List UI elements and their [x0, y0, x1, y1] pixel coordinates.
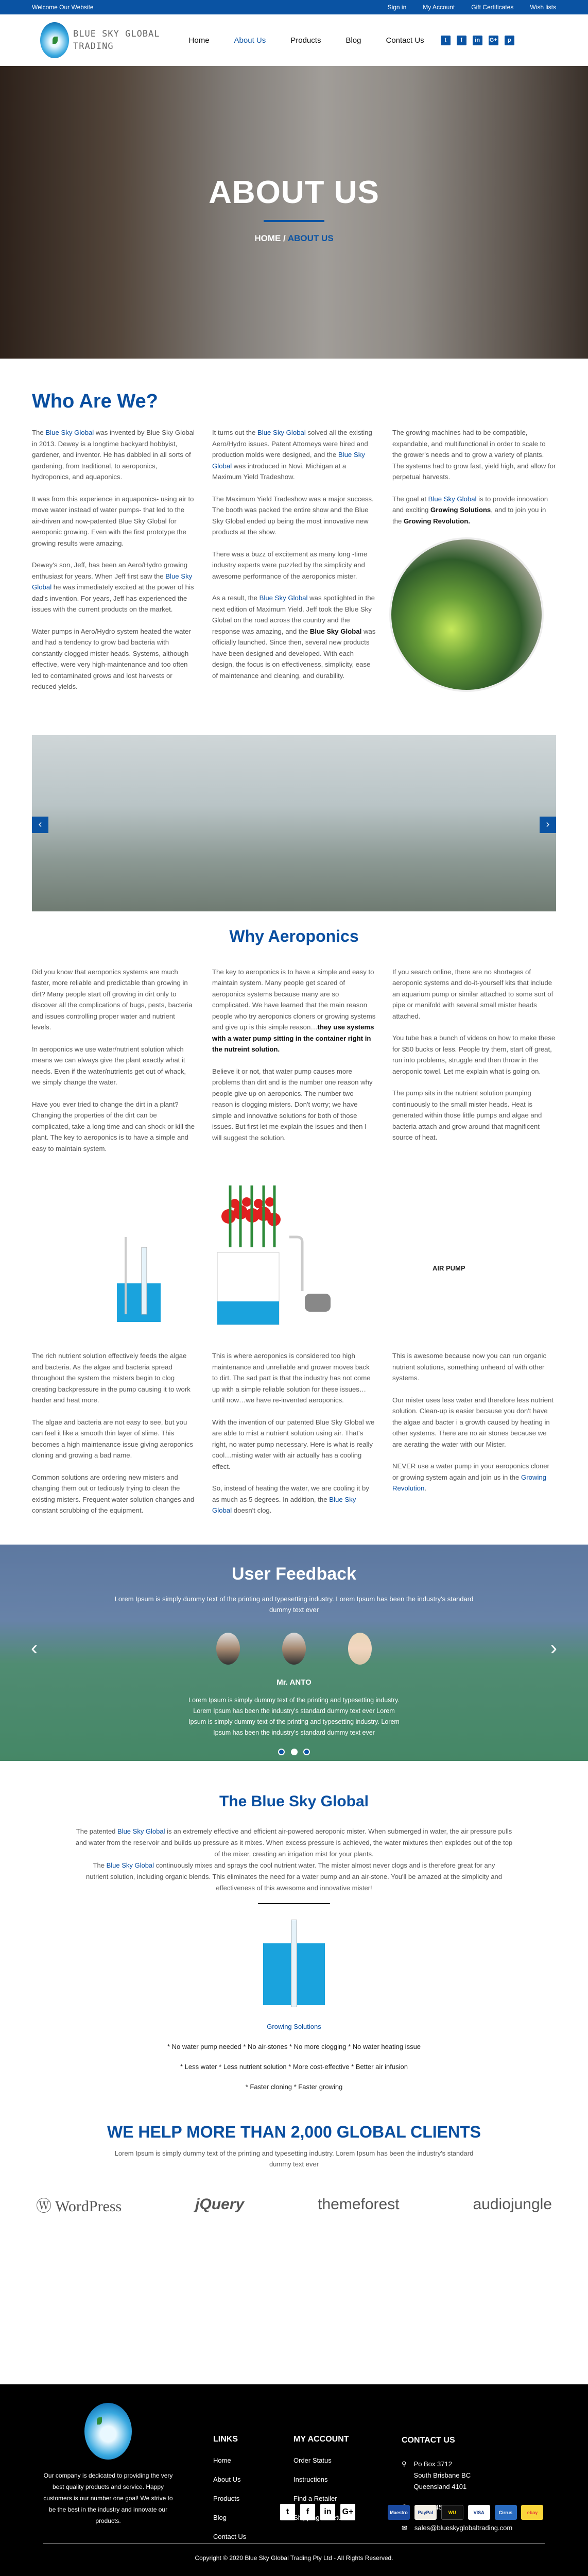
- why-para: Did you know that aeroponics systems are much faster, more reliable and predictable than growing in dirt? Many people start off growing in dirt only to discover all the complications of bugs, pests, bacteria and issues controlling proper water and nutrient levels.: [32, 968, 193, 1031]
- clients-subtitle: Lorem Ipsum is simply dummy text of the printing and typesetting industry. Lorem Ipsum has been the industry's standard dummy text ever: [114, 2149, 474, 2168]
- visa-icon: VISA: [468, 2505, 490, 2520]
- blue-sky-link[interactable]: Blue Sky Global: [259, 594, 308, 602]
- why-col-1: [32, 967, 196, 1165]
- bsg-para: The Blue Sky Global continuously mixes and sprays the cool nutrient water. The mister almost never clogs and is therefore great for any nutrient solution, including organic blends. This eliminates the need for a water pump and an air-stone. You'll be amazed at the simplicity and effectiveness of this awesome and innovative mister!: [86, 1861, 502, 1892]
- footer-divider: [43, 2543, 545, 2544]
- blue-sky-link[interactable]: Blue Sky Global: [45, 429, 94, 436]
- carousel-dot-active[interactable]: [291, 1749, 298, 1755]
- bsg-title: The Blue Sky Global: [219, 1792, 369, 1810]
- why-para: If you search online, there are no shortages of aeroponic systems and do-it-yourself kits that include an aquarium pump or similar attached to some sort of pipe or manifold with several small mister heads attached.: [392, 968, 554, 1020]
- twitter-icon[interactable]: t: [441, 36, 451, 45]
- who-are-we-section: [0, 359, 588, 703]
- nav-contact-us[interactable]: Contact Us: [386, 36, 424, 45]
- footer-link-blog[interactable]: Blog: [213, 2514, 227, 2521]
- wish-lists-link[interactable]: Wish lists: [530, 4, 556, 11]
- top-bar: [0, 0, 588, 14]
- review-quote: Lorem Ipsum is simply dummy text of the printing and typesetting industry. Lorem Ipsum has been the industry's standard dummy text ever Lorem Ipsum is simply dummy text of the printing and typesetting industry. Lorem Ipsum has been the industry's standard dummy text ever: [188, 1696, 400, 1736]
- footer-logo-icon: [84, 2403, 132, 2460]
- linkedin-icon[interactable]: in: [320, 2504, 335, 2520]
- ebay-icon: ebay: [521, 2505, 543, 2520]
- blue-sky-link[interactable]: Blue Sky Global: [106, 1861, 154, 1869]
- main-nav: [189, 36, 424, 45]
- bullet-line: * No water pump needed * No air-stones * No more clogging * No water heating issue: [167, 2042, 421, 2050]
- why-col-3: [392, 967, 556, 1165]
- clients-title: WE HELP MORE THAN 2,000 GLOBAL CLIENTS: [107, 2122, 481, 2141]
- header-social: [441, 36, 514, 45]
- why-para: With the invention of our patented Blue Sky Global we are able to mist a nutrient solution using air. That's right, no water pump necessary. Here is what is really cool…misting water with air actually has a cooling effect.: [212, 1418, 375, 1470]
- footer-link-about[interactable]: About Us: [213, 2476, 241, 2483]
- feedback-next-button[interactable]: ›: [550, 1637, 557, 1659]
- blue-sky-link[interactable]: Blue Sky Global: [212, 1495, 356, 1514]
- why-para: Believe it or not, that water pump causes more problems than dirt and is the number one reason why people give up on aeroponics. The number two reason is clogging misters. Don't worry; we have simple and innovative solutions for both of those issues. But first let me explain the issues and then I will suggest the solution.: [212, 1067, 373, 1142]
- hero-title: ABOUT US: [209, 175, 379, 210]
- logo-line-1: BLUE SKY GLOBAL: [73, 29, 160, 39]
- who-col-3: [392, 427, 556, 703]
- why-para: Our mister uses less water and therefore less nutrient solution. Clean-up is easier because you don't have the algae and bacter i a growth caused by heating in other systems. There are no air stones because we are aerating the water with our Mister.: [392, 1396, 554, 1448]
- account-heading: MY ACCOUNT: [293, 2435, 349, 2444]
- themeforest-logo: themeforest: [318, 2195, 400, 2213]
- bsg-para: The patented Blue Sky Global is an extremely effective and efficient air-powered aeroponic mister. When submerged in water, the air pressure pulls and water from the reservoir and builds up pressure as it mixes. When excess pressure is achieved, the water mixtures then explodes out of the top of the mixer, creating an irrigation mist for your plants.: [75, 1827, 513, 1858]
- email-icon: ✉: [402, 2524, 407, 2532]
- why-para: So, instead of heating the water, we are cooling it by as much as 5 degrees. In addition, the Blue Sky Global doesn't clog.: [212, 1484, 369, 1514]
- why-lower-col-3: [392, 1350, 556, 1527]
- footer-about: Our company is dedicated to providing the very best quality products and service. Happy customers is our number one goal! We strive to be the best in the industry and innovate our products.: [43, 2472, 173, 2524]
- aeroponics-diagram: [32, 1175, 556, 1340]
- feedback-prev-button[interactable]: ‹: [31, 1637, 38, 1659]
- carousel-dot[interactable]: [303, 1749, 310, 1755]
- why-para: The algae and bacteria are not easy to see, but you can feel it like a smooth thin layer of slime. This becomes a high maintenance issue giving aeroponics cloning and growing a bad name.: [32, 1418, 194, 1459]
- nav-products[interactable]: Products: [290, 36, 321, 45]
- why-para: You tube has a bunch of videos on how to make these for $50 bucks or less. People try them, start off great, run into problems, struggle and then throw in the aeroponic towel. Let me explain what is going on.: [392, 1034, 556, 1075]
- find-retailer-link[interactable]: Find a Retailer: [293, 2495, 337, 2502]
- payment-methods: [385, 2505, 543, 2520]
- why-para: NEVER use a water pump in your aeroponics cloner or growing system again and join us in the Growing Revolution.: [392, 1462, 549, 1492]
- bullet-line: * Less water * Less nutrient solution * More cost-effective * Better air infusion: [180, 2062, 408, 2071]
- breadcrumb-current: ABOUT US: [287, 233, 334, 243]
- instructions-link[interactable]: Instructions: [293, 2476, 328, 2483]
- avatar-active[interactable]: [282, 1633, 306, 1665]
- growing-revolution-link[interactable]: Growing Revolution: [392, 1473, 547, 1492]
- avatar[interactable]: [216, 1633, 240, 1665]
- linkedin-icon[interactable]: in: [473, 36, 482, 45]
- footer-link-home[interactable]: Home: [213, 2456, 231, 2464]
- western-union-icon: WU: [441, 2505, 463, 2520]
- blue-sky-link[interactable]: Blue Sky Global: [212, 451, 365, 470]
- address: Po Box 3712 South Brisbane BC Queensland 4101: [413, 2460, 471, 2490]
- why-para: In aeroponics we use water/nutrient solution which means we can always give the plant exactly what it needs. Even if the water/nutrients get out of whack, we simply change the water.: [32, 1045, 186, 1086]
- why-aeroponics-section: [0, 911, 588, 1527]
- twitter-icon[interactable]: t: [280, 2504, 295, 2520]
- paypal-icon: PayPal: [414, 2505, 437, 2520]
- who-para: As a result, the Blue Sky Global was spotlighted in the next edition of Maximum Yield. Jeff took the Blue Sky Global on the road across the country and the response was amazing, and the Blue Sky Global was officially launched. Since then, several new products have been designed and developed. With each design, the focus is on effectiveness, simplicity, ease of maintenance and cleaning, and durability.: [212, 594, 376, 680]
- location-pin-icon: ⚲: [402, 2460, 407, 2468]
- blue-sky-link[interactable]: Blue Sky Global: [257, 429, 306, 436]
- google-plus-icon[interactable]: G+: [489, 36, 498, 45]
- why-para: The rich nutrient solution effectively feeds the algae and bacteria. As the algae and bacteria spread throughout the system the misters begin to clog creating backpressure in the pump causing it to work harder and heat more.: [32, 1352, 191, 1404]
- order-status-link[interactable]: Order Status: [293, 2456, 332, 2464]
- welcome-text: Welcome Our Website: [32, 4, 94, 11]
- clients-section: [0, 2091, 588, 2216]
- breadcrumb-separator: /: [281, 233, 288, 243]
- footer-link-contact[interactable]: Contact Us: [213, 2533, 247, 2540]
- why-para: This is where aeroponics is considered too high maintenance and unreliable and grower moves back to dirt. The sad part is that the industry has not come up with a simple reliable solution for these issues…until now…we have re-invented aeroponics.: [212, 1352, 371, 1404]
- hero-divider: [264, 220, 324, 222]
- why-para: The pump sits in the nutrient solution pumping continuously to the small mister heads. Heat is generated within those little pumps and algae and bacteria attach and grow around that magnificent source of heat.: [392, 1089, 542, 1141]
- who-para: There was a buzz of excitement as many long -time industry experts were puzzled by the simplicity and awesome performance of the aeroponics mister.: [212, 550, 368, 580]
- who-para: The Blue Sky Global was invented by Blue Sky Global in 2013. Dewey is a longtime backyard hobbyist, gardener, and inventor. He has dabbled in all sorts of gardening, from traditional, to aeroponics, hydroponics, and aquaponics.: [32, 429, 195, 481]
- jquery-logo: jQuery: [195, 2195, 245, 2213]
- sign-in-link[interactable]: Sign in: [387, 4, 407, 11]
- feedback-subtitle: Lorem Ipsum is simply dummy text of the printing and typesetting industry. Lorem Ipsum has been the industry's standard dummy text ever: [114, 1595, 474, 1614]
- maestro-icon: Maestro: [388, 2505, 410, 2520]
- phone-number[interactable]: 945: [431, 2503, 443, 2511]
- google-plus-icon[interactable]: G+: [340, 2504, 355, 2520]
- facebook-icon[interactable]: f: [457, 36, 466, 45]
- gift-certificates-link[interactable]: Gift Certificates: [471, 4, 514, 11]
- who-para: The growing machines had to be compatible, expandable, and multifunctional in order to scale to the grower's needs and to grow a variety of plants. The systems had to grow fast, yield high, and allow for perpetual harvests.: [392, 429, 556, 481]
- blue-sky-link[interactable]: Blue Sky Global: [32, 572, 193, 591]
- client-logos: [0, 2193, 588, 2216]
- contact-heading: CONTACT US: [402, 2436, 455, 2445]
- hero-banner: [0, 66, 588, 359]
- why-lower-col-2: [212, 1350, 376, 1527]
- email-address[interactable]: sales@blueskyglobaltrading.com: [414, 2524, 513, 2532]
- shipping-returns-link[interactable]: Returns: [327, 2514, 352, 2521]
- cirrus-icon: Cirrus: [495, 2505, 517, 2520]
- blue-sky-link[interactable]: Blue Sky Global: [428, 495, 477, 503]
- site-logo[interactable]: [40, 22, 160, 58]
- why-para: Have you ever tried to change the dirt in a plant? Changing the properties of the dirt can be complicated, take a long time and can shock or kill the plant. The key to aeroponics is to have a simple and easy to maintain system.: [32, 1100, 195, 1153]
- why-para: This is awesome because now you can run organic nutrient solutions, something unheard of with other systems.: [392, 1352, 547, 1382]
- blue-sky-global-section: [0, 1761, 588, 2091]
- wordpress-logo: Ⓦ WordPress: [36, 2197, 122, 2215]
- logo-line-2: TRADING: [73, 41, 114, 52]
- who-col-2: [212, 427, 376, 703]
- why-para: Common solutions are ordering new misters and changing them out or tediously trying to clean the existing misters. Frequent water solution changes and constant scrubbing of the equipment.: [32, 1473, 195, 1514]
- breadcrumb-home[interactable]: HOME: [254, 233, 281, 243]
- footer-social: [280, 2504, 360, 2520]
- nav-home[interactable]: Home: [188, 36, 210, 45]
- nav-blog[interactable]: Blog: [345, 36, 361, 45]
- bullet-line: * Faster cloning * Faster growing: [245, 2082, 343, 2091]
- avatar[interactable]: [348, 1633, 372, 1665]
- nav-about-us[interactable]: About Us: [234, 36, 266, 45]
- slider-next-button[interactable]: ›: [540, 817, 556, 833]
- why-title: Why Aeroponics: [229, 926, 359, 945]
- slider-prev-button[interactable]: ‹: [32, 817, 48, 833]
- breadcrumb: [0, 233, 588, 244]
- who-para: It turns out the Blue Sky Global solved all the existing Aero/Hydro issues. Patent Attorneys were hired and production molds were designed, and the Blue Sky Global was introduced in Novi, Michigan at a Maximum Yield Tradeshow.: [212, 429, 372, 481]
- who-col-1: [32, 427, 196, 703]
- audiojungle-logo: audiojungle: [473, 2195, 552, 2213]
- links-heading: LINKS: [213, 2435, 238, 2444]
- who-para: The Maximum Yield Tradeshow was a major success. The booth was packed the entire show and the Blue Sky Global ended up being the most innovative new products at the show.: [212, 495, 374, 536]
- who-para: The goal at Blue Sky Global is to provide innovation and exciting Growing Solutions, and to join you in the Growing Revolution.: [392, 495, 548, 525]
- air-pump-label: AIR PUMP: [433, 1264, 465, 1272]
- who-para: Dewey's son, Jeff, has been an Aero/Hydro growing enthusiast for years. When Jeff first saw the Blue Sky Global he was immediately excited at the power of his dad's invention. For years, Jeff has experienced the issues with the current products on the market.: [32, 561, 194, 613]
- footer: [0, 2384, 588, 2576]
- image-slider: [32, 735, 556, 911]
- carousel-dots: [0, 1749, 588, 1757]
- who-para: It was from this experience in aquaponics- using air to move water instead of water pumps- that led to the air-driven and now-patented Blue Sky Global for aeroponic growing. Even with the first prototype the growing results were amazing.: [32, 495, 194, 547]
- who-para: Water pumps in Aero/Hydro system heated the water and had a tendency to grow bad bacteria with constantly clogged mister heads. Systems, although effective, were very high-maintenance and too often led to contaminated grows and lost harvests or reduced yields.: [32, 627, 191, 690]
- main-header: [0, 14, 588, 66]
- reviewer-name: Mr. ANTO: [276, 1677, 312, 1687]
- facebook-icon[interactable]: f: [300, 2504, 315, 2520]
- blue-sky-link[interactable]: Blue Sky Global: [117, 1827, 165, 1835]
- feedback-title: User Feedback: [232, 1564, 356, 1584]
- my-account-link[interactable]: My Account: [423, 4, 455, 11]
- who-title: Who Are We?: [32, 391, 158, 412]
- logo-globe-icon: [40, 22, 69, 58]
- why-col-2: [212, 967, 376, 1165]
- pinterest-icon[interactable]: p: [505, 36, 514, 45]
- why-para: The key to aeroponics is to have a simple and easy to maintain system. Many people get scared of aeroponics systems because many are so complicated. We have learned that the main reason people who try aeroponics cloners or growing systems and give up is this simple reason…they use systems with a water pump sitting in the container right in the nutreint solution.: [212, 968, 376, 1053]
- copyright: Copyright © 2020 Blue Sky Global Trading Pty Ltd - All Rights Reserved.: [195, 2554, 393, 2562]
- why-lower-col-1: [32, 1350, 196, 1527]
- mister-diagram: [258, 1903, 330, 2011]
- footer-link-products[interactable]: Products: [213, 2495, 240, 2502]
- user-feedback-section: [0, 1545, 588, 1761]
- carousel-dot[interactable]: [278, 1749, 285, 1755]
- plants-round-image: [389, 537, 544, 692]
- growing-solutions-caption: Growing Solutions: [267, 2022, 321, 2030]
